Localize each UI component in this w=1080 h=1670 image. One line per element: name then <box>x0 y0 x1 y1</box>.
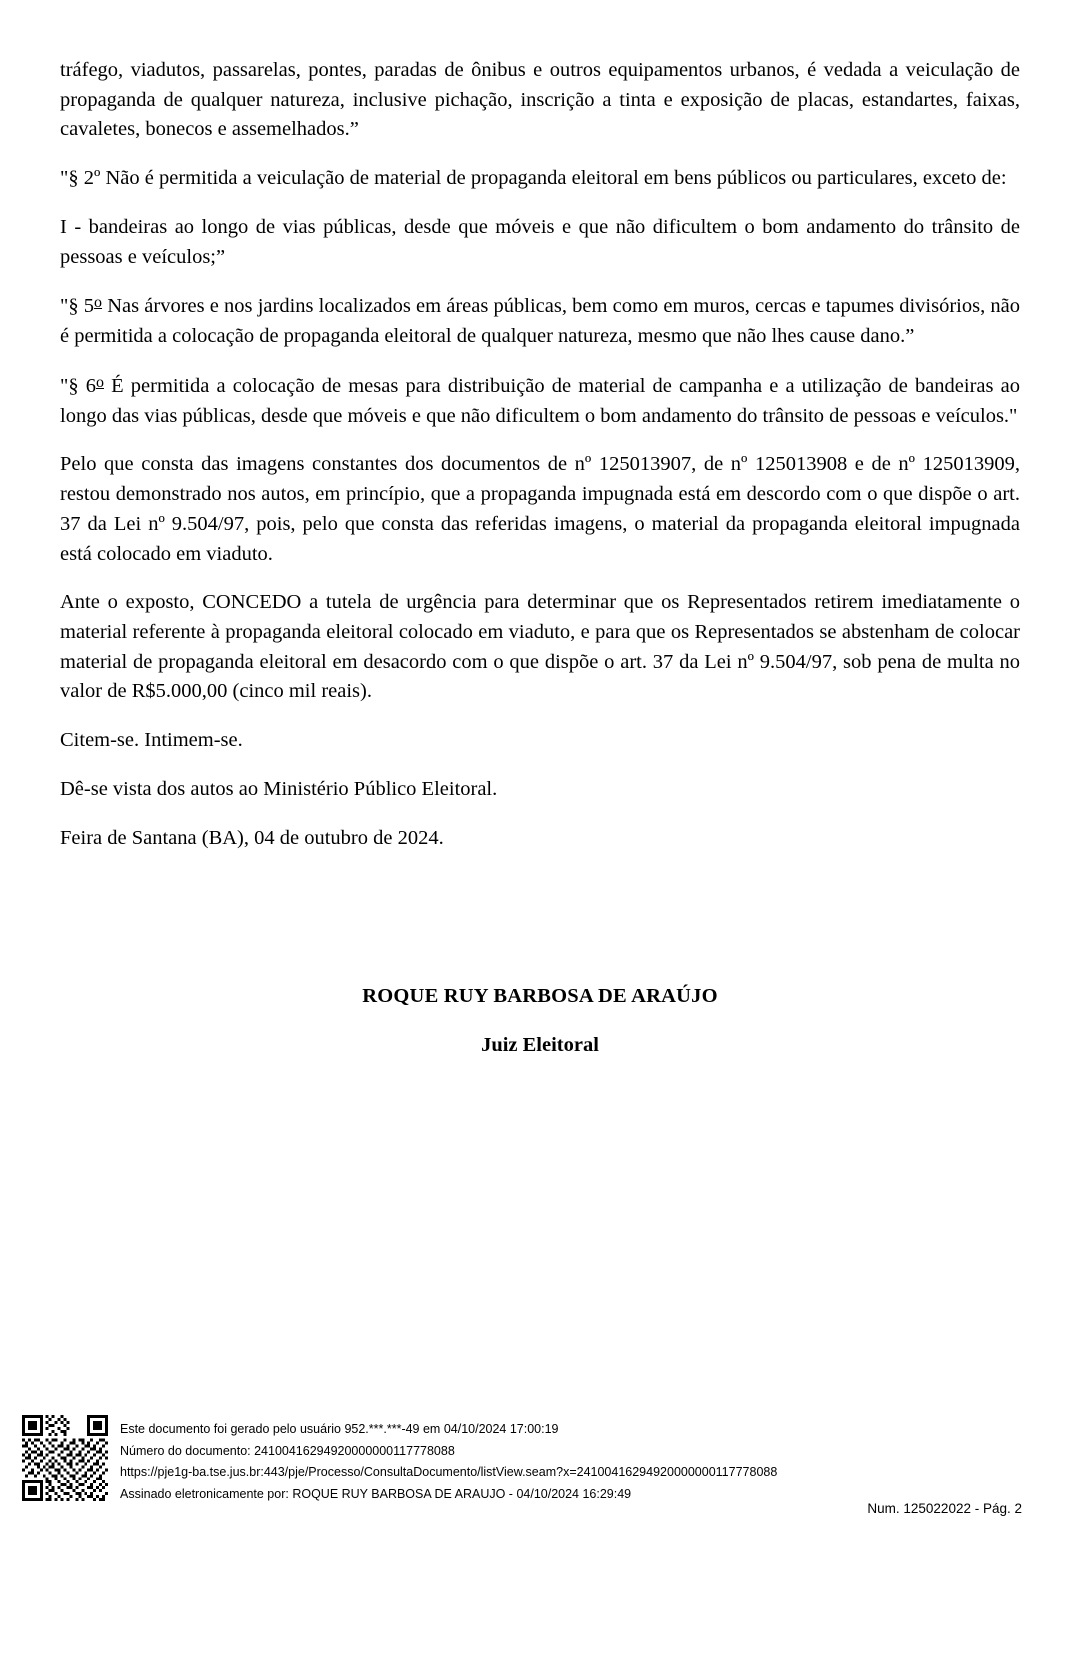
signature-name: ROQUE RUY BARBOSA DE ARAÚJO <box>362 985 718 1007</box>
paragraph: tráfego, viadutos, passarelas, pontes, paradas de ônibus e outros equipamentos urbanos, é vedada a veiculação de propaganda de qualquer natureza, inclusive pichação, inscrição a tinta e exposição de placas, estandartes, faixas, cavaletes, bonecos e assemelhados.” <box>60 59 1020 141</box>
document-body <box>60 56 1020 853</box>
paragraph: I - bandeiras ao longo de vias públicas, desde que móveis e que não dificultem o bom andamento do trânsito de pessoas e veículos;” <box>60 215 1020 268</box>
page-number-label: Num. 125022022 - Pág. 2 <box>867 1501 1022 1516</box>
paragraph: Dê-se vista dos autos ao Ministério Público Eleitoral. <box>60 777 498 800</box>
footer-url: https://pje1g-ba.tse.jus.br:443/pje/Processo/ConsultaDocumento/listView.seam?x=24100416294920000000117778088 <box>120 1465 778 1479</box>
paragraph: "§ 6$^o$ É permitida a colocação de mesas para distribuição de material de campanha e a utilização de bandeiras ao longo das vias públicas, desde que móveis e que não dificultem o bom andamento do trânsito de pessoas e veículos." <box>60 373 1020 427</box>
signature-block <box>60 985 1020 1057</box>
signature-role: Juiz Eleitoral <box>481 1034 599 1056</box>
footer-signed-by: Assinado eletronicamente por: ROQUE RUY BARBOSA DE ARAUJO - 04/10/2024 16:29:49 <box>120 1486 632 1501</box>
paragraph: Pelo que consta das imagens constantes dos documentos de nº 125013907, de nº 125013908 e de nº 125013909, restou demonstrado nos autos, em princípio, que a propaganda impugnada está em descordo com o que dispõe o art. 37 da Lei nº 9.504/97, pois, pelo que consta das referidas imagens, o material da propaganda eleitoral impugnada está colocado em viaduto. <box>60 453 1020 565</box>
paragraph: Citem-se. Intimem-se. <box>60 729 243 752</box>
document-footer <box>0 1415 1080 1575</box>
qr-code-icon <box>22 1415 108 1501</box>
footer-metadata <box>120 1419 880 1505</box>
paragraph: Feira de Santana (BA), 04 de outubro de 2024. <box>60 826 444 849</box>
footer-document-number: Número do documento: 24100416294920000000117778088 <box>120 1443 455 1458</box>
paragraph: Ante o exposto, CONCEDO a tutela de urgência para determinar que os Representados retirem imediatamente o material referente à propaganda eleitoral colocado em viaduto, e para que os Representados se abstenham de colocar material de propaganda eleitoral em desacordo com o que dispõe o art. 37 da Lei nº 9.504/97, sob pena de multa no valor de R$5.000,00 (cinco mil reais). <box>60 591 1020 703</box>
footer-generated-by: Este documento foi gerado pelo usuário 952.***.***-49 em 04/10/2024 17:00:19 <box>120 1422 559 1436</box>
paragraph: "§ 5$^o$ Nas árvores e nos jardins localizados em áreas públicas, bem como em muros, cercas e tapumes divisórios, não é permitida a colocação de propaganda eleitoral de qualquer natureza, mesmo que não lhes cause dano.” <box>60 294 1020 348</box>
paragraph: "§ 2º Não é permitida a veiculação de material de propaganda eleitoral em bens públicos ou particulares, exceto de: <box>60 167 1007 190</box>
